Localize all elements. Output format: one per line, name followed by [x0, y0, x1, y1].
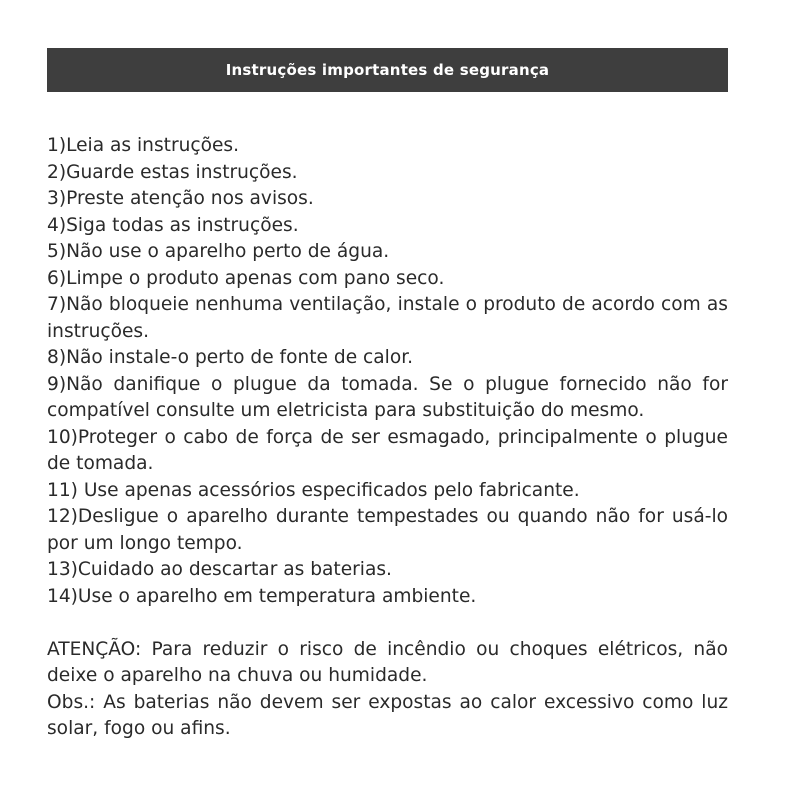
- obs-note: Obs.: As baterias não devem ser expostas ao calor excessivo como luz solar, fogo ou afins.: [47, 691, 728, 739]
- instruction-item-3: 3)Preste atenção nos avisos.: [47, 188, 314, 209]
- warning-note: ATENÇÃO: Para reduzir o risco de incêndio ou choques elétricos, não deixe o aparelho na chuva ou humidade.: [47, 638, 728, 686]
- instruction-item-10: 10)Proteger o cabo de força de ser esmagado, principalmente o plugue de tomada.: [47, 426, 728, 474]
- header-bar: [47, 48, 728, 92]
- instruction-item-11: 11) Use apenas acessórios especificados pelo fabricante.: [47, 479, 580, 501]
- instruction-item-14: 14)Use o aparelho em temperatura ambiente.: [47, 585, 477, 607]
- instruction-item-5: 5)Não use o aparelho perto de água.: [47, 241, 390, 262]
- instruction-item-8: 8)Não instale-o perto de fonte de calor.: [47, 347, 414, 368]
- instruction-item-13: 13)Cuidado ao descartar as baterias.: [47, 559, 392, 580]
- instruction-item-4: 4)Siga todas as instruções.: [47, 214, 299, 236]
- instruction-item-7: 7)Não bloqueie nenhuma ventilação, instale o produto de acordo com as instruções.: [47, 294, 728, 342]
- instruction-item-9: 9)Não danifique o plugue da tomada. Se o plugue fornecido não for compatível consulte um eletricista para substituição do mesmo.: [47, 373, 728, 421]
- instructions-content: [47, 133, 728, 743]
- instruction-item-1: 1)Leia as instruções.: [47, 135, 240, 156]
- instruction-item-6: 6)Limpe o produto apenas com pano seco.: [47, 267, 445, 289]
- instruction-item-2: 2)Guarde estas instruções.: [47, 161, 298, 183]
- page-title: Instruções importantes de segurança: [225, 61, 550, 79]
- instruction-item-12: 12)Desligue o aparelho durante tempestades ou quando não for usá-lo por um longo tempo.: [47, 506, 728, 554]
- section-gap: [47, 610, 728, 637]
